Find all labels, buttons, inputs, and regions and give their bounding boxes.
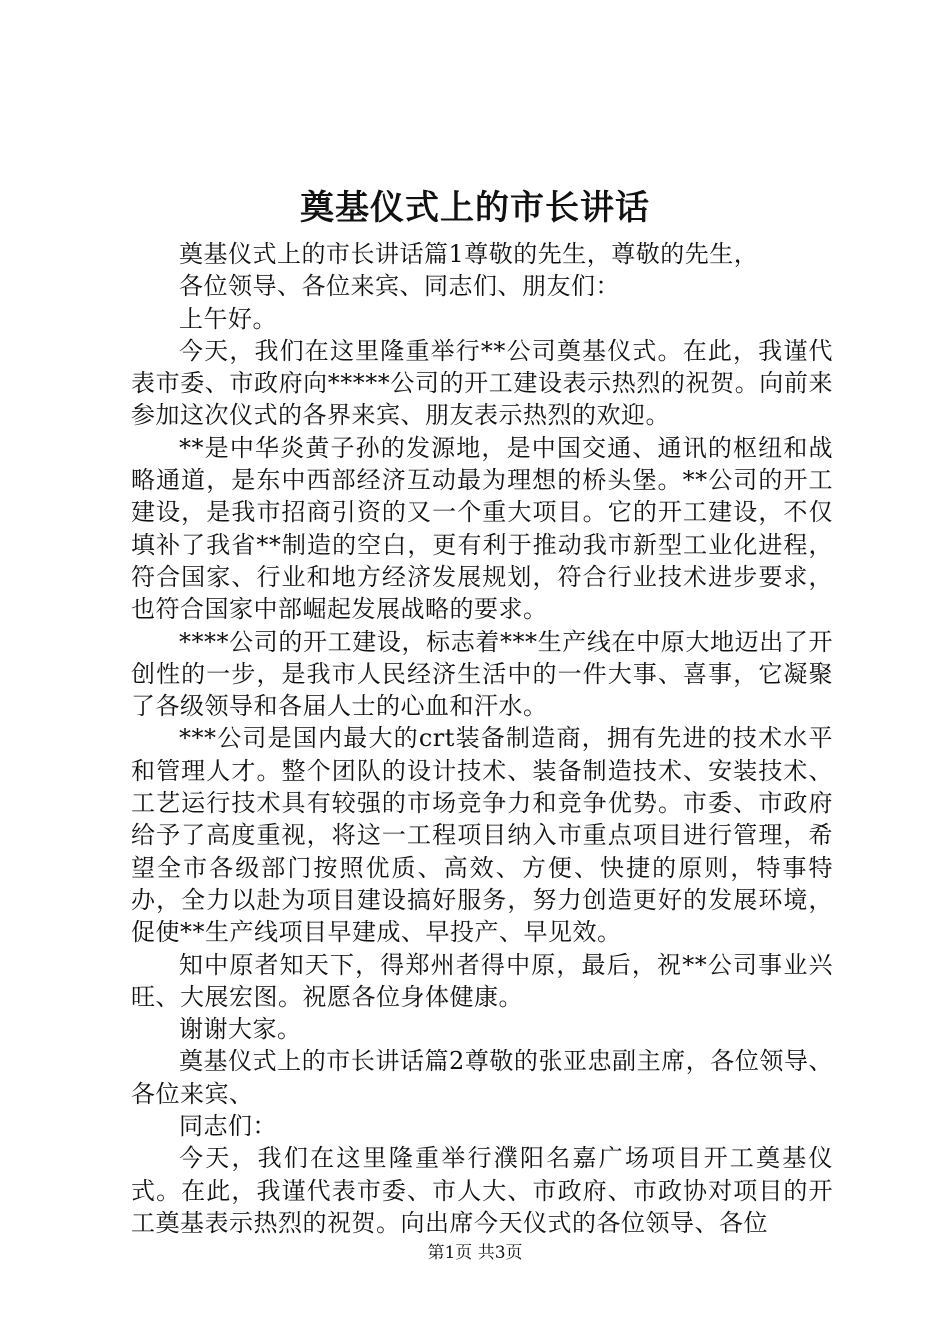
paragraph: ****公司的开工建设，标志着***生产线在中原大地迈出了开创性的一步，是我市人民经济生活中的一件大事、喜事，它凝聚了各级领导和各届人士的心血和汗水。 <box>131 627 833 721</box>
document-title: 奠基仪式上的市长讲话 <box>300 188 650 228</box>
document-body <box>131 238 833 1239</box>
paragraph: **是中华炎黄子孙的发源地，是中国交通、通讯的枢纽和战略通道，是东中西部经济互动最为理想的桥头堡。**公司的开工建设，是我市招商引资的又一个重大项目。它的开工建设，不仅填补了我省**制造的空白，更有利于推动我市新型工业化进程，符合国家、行业和地方经济发展规划，符合行业技术进步要求，也符合国家中部崛起发展战略的要求。 <box>131 433 833 624</box>
paragraph: 今天，我们在这里隆重举行濮阳名嘉广场项目开工奠基仪式。在此，我谨代表市委、市人大、市政府、市政协对项目的开工奠基表示热烈的祝贺。向出席今天仪式的各位领导、各位 <box>131 1144 833 1237</box>
paragraph: 谢谢大家。 <box>179 1015 302 1044</box>
paragraph: 奠基仪式上的市长讲话篇2尊敬的张亚忠副主席，各位领导、各位来宾、 <box>131 1047 833 1108</box>
page-footer <box>0 1241 950 1265</box>
paragraph: 知中原者知天下，得郑州者得中原，最后，祝**公司事业兴旺、大展宏图。祝愿各位身体健康。 <box>131 950 833 1011</box>
paragraph: 今天，我们在这里隆重举行**公司奠基仪式。在此，我谨代表市委、市政府向*****公司的开工建设表示热烈的祝贺。向前来参加这次仪式的各界来宾、朋友表示热烈的欢迎。 <box>131 336 833 430</box>
paragraph: 各位领导、各位来宾、同志们、朋友们： <box>179 272 620 301</box>
paragraph: 奠基仪式上的市长讲话篇1尊敬的先生，尊敬的先生， <box>179 240 759 268</box>
paragraph: 上午好。 <box>179 304 277 333</box>
paragraph: ***公司是国内最大的crt装备制造商，拥有先进的技术水平和管理人才。整个团队的设计技术、装备制造技术、安装技术、工艺运行技术具有较强的市场竞争力和竞争优势。市委、市政府给予了高度重视，将这一工程项目纳入市重点项目进行管理，希望全市各级部门按照优质、高效、方便、快捷的原则，特事特办，全力以赴为项目建设搞好服务，努力创造更好的发展环境，促使**生产线项目早建成、早投产、早见效。 <box>131 724 833 947</box>
paragraph: 同志们： <box>179 1112 277 1141</box>
page-number-label: 第1页 共3页 <box>427 1243 523 1263</box>
